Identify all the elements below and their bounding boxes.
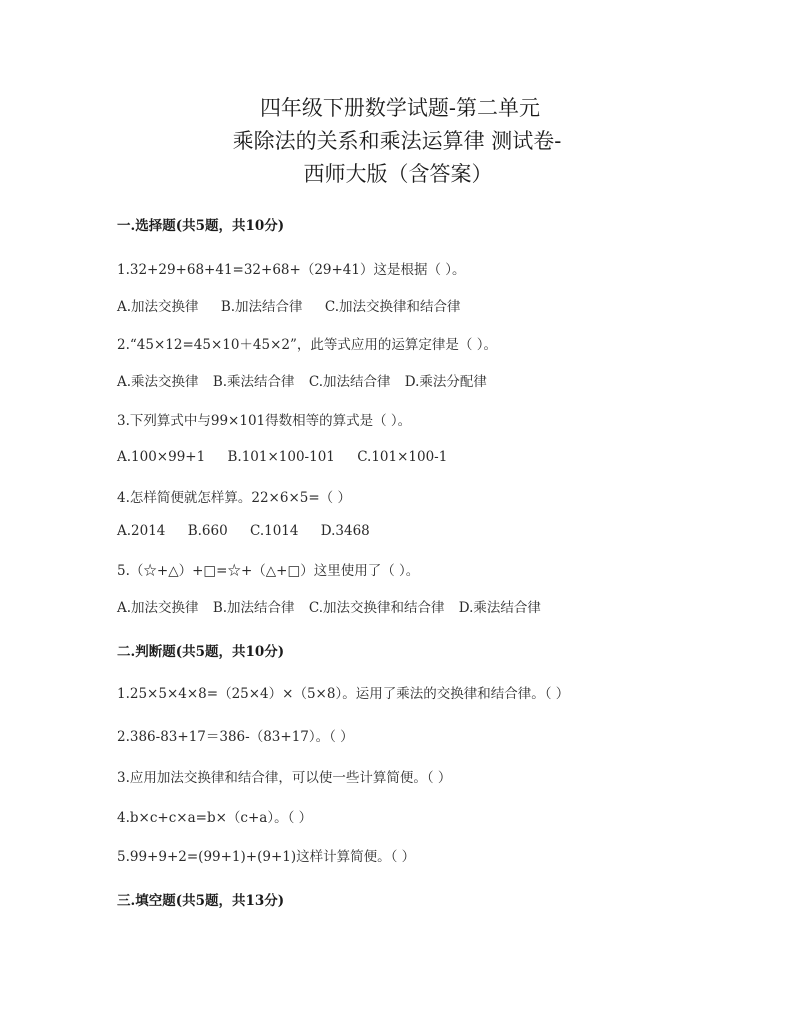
option: D.3468	[320, 523, 370, 539]
document-title	[0, 92, 794, 191]
option: C.加法交换律和结合律	[324, 299, 461, 315]
option: A.2014	[117, 523, 166, 539]
option: C.加法交换律和结合律	[308, 600, 445, 616]
option: D.乘法结合律	[458, 600, 541, 616]
option: B.加法结合律	[220, 299, 303, 315]
question-text: 5.99+9+2=(99+1)+(9+1)这样计算简便。（ ）	[117, 849, 416, 865]
question-options	[117, 370, 497, 390]
section-heading-fill-in: 三.填空题(共5题，共13分)	[117, 893, 285, 909]
section-heading-judgement: 二.判断题(共5题，共10分)	[117, 644, 285, 660]
question-text: 4.怎样简便就怎样算。22×6×5=（ ）	[117, 490, 351, 506]
question-options	[117, 449, 447, 465]
option: B.101×100-101	[227, 449, 335, 465]
title-line-3: 西师大版（含答案）	[303, 162, 493, 186]
option: B.加法结合律	[212, 600, 295, 616]
option: C.101×100-1	[357, 449, 448, 465]
option: B.乘法结合律	[212, 374, 295, 390]
question-text: 4.b×c+c×a=b×（c+a）。（ ）	[117, 810, 313, 826]
option: B.660	[187, 523, 228, 539]
question-text: 2.386-83+17＝386-（83+17）。（ ）	[117, 729, 354, 745]
question-text: 1.25×5×4×8=（25×4）×（5×8）。运用了乘法的交换律和结合律。（ ）	[117, 686, 570, 702]
title-line-1: 四年级下册数学试题-第二单元	[259, 96, 541, 120]
question-text: 1.32+29+68+41=32+68+（29+41）这是根据（ ）。	[117, 262, 466, 278]
option: A.乘法交换律	[117, 374, 199, 390]
option: D.乘法分配律	[404, 374, 487, 390]
question-options	[117, 295, 461, 315]
question-options	[117, 523, 370, 539]
question-text: 5.（☆+△）+□=☆+（△+□）这里使用了（ ）。	[117, 563, 420, 579]
section-heading-choice: 一.选择题(共5题，共10分)	[117, 218, 285, 234]
option: C.1014	[249, 523, 299, 539]
question-text: 3.应用加法交换律和结合律，可以使一些计算简便。（ ）	[117, 770, 452, 786]
option: C.加法结合律	[308, 374, 391, 390]
question-text: 3.下列算式中与99×101得数相等的算式是（ ）。	[117, 413, 412, 429]
question-text: 2.“45×12=45×10＋45×2”，此等式应用的运算定律是（ ）。	[117, 337, 497, 353]
option: A.加法交换律	[117, 299, 199, 315]
question-options	[117, 596, 551, 616]
option: A.加法交换律	[117, 600, 199, 616]
option: A.100×99+1	[117, 449, 206, 465]
title-line-2: 乘除法的关系和乘法运算律 测试卷-	[232, 129, 562, 153]
